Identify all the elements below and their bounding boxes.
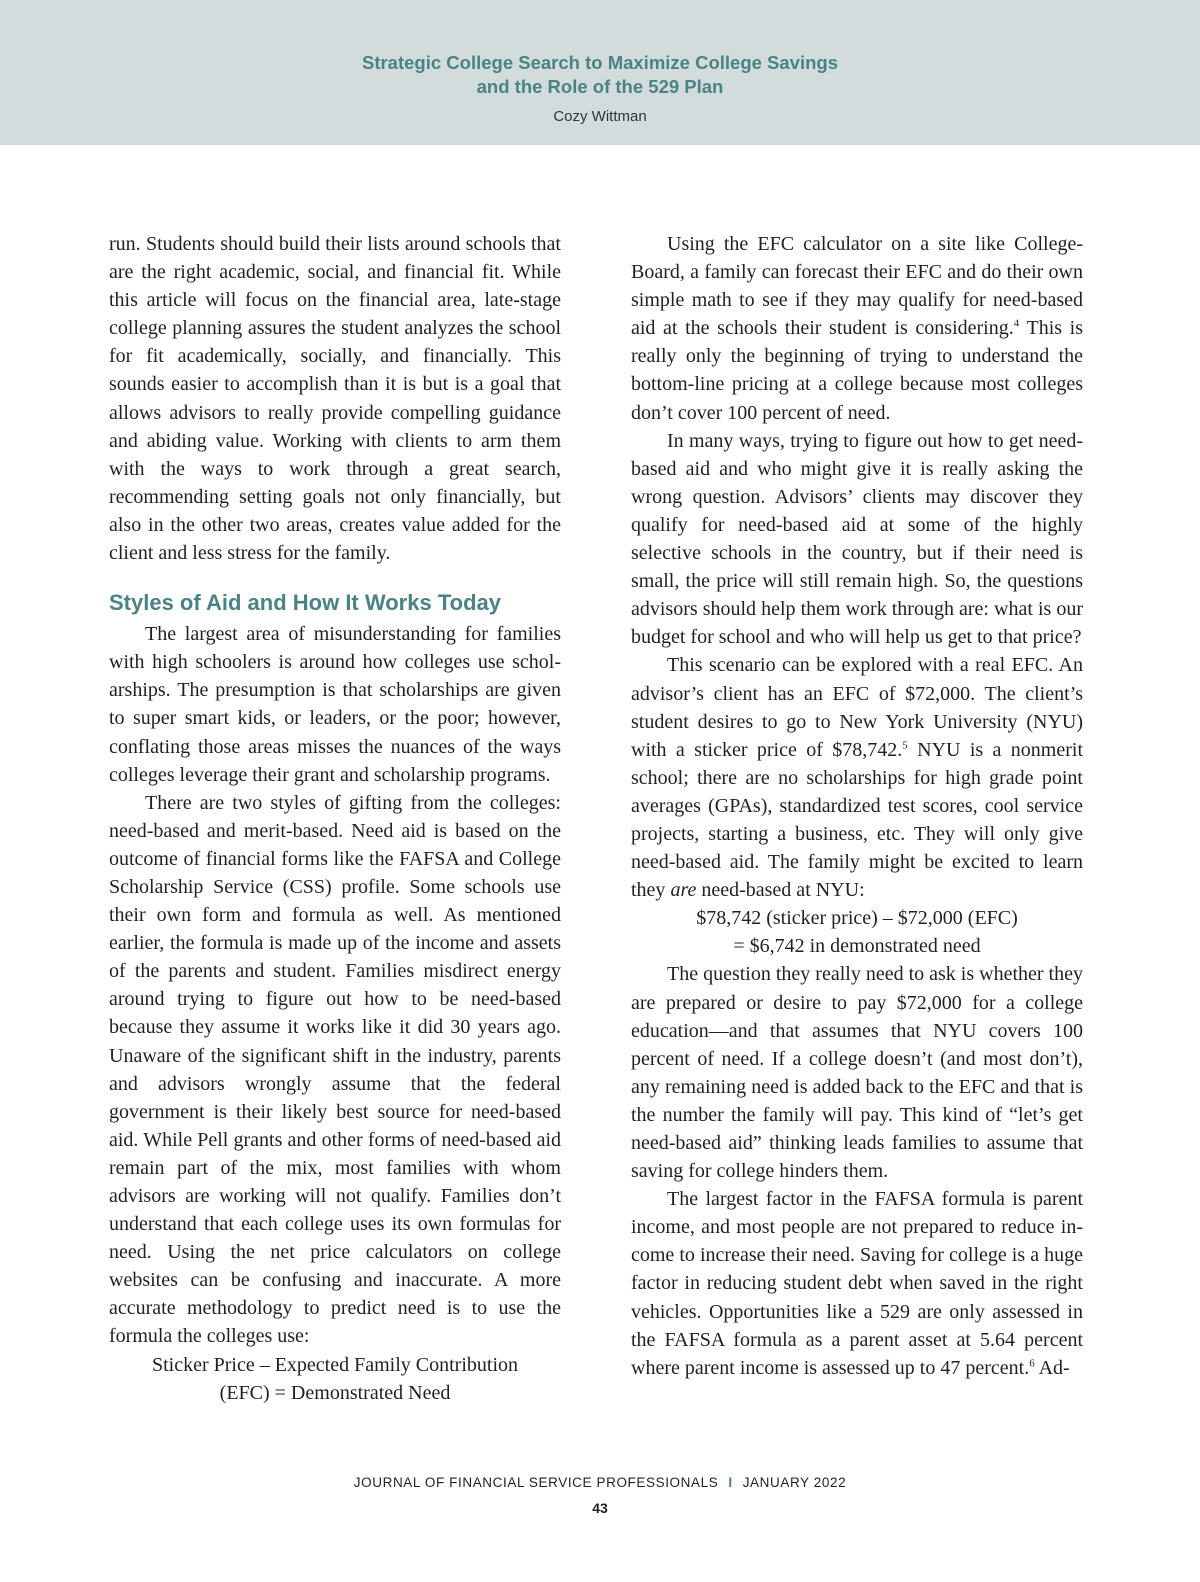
paragraph-continued: run. Students should build their lists around schools that are the right academic, social, and financial fit. While this article will focus on the financial area, late-stage college planning assures the student analyzes the school for fit academically, socially, and financially. This sounds easier to accomplish than it is but is a goal that allows advisors to really provide compelling guidance and abiding value. Working with clients to arm them with the ways to work through a great search, recommending setting goals not only financially, but also in the other two areas, creates value added for the client and less stress for the family. (109, 233, 561, 565)
article-title-line-2: and the Role of the 529 Plan (476, 76, 724, 97)
paragraph-text: Using the EFC calculator on a site like CollegeBoard, a family can forecast their EFC and do their own simple math to see if they may qualify for need-based aid at the schools their student is considering. (631, 233, 1083, 340)
paragraph: The question they really need to ask is whether they are prepared or desire to pay $72,000 for a college education—and that assumes that NYU covers 100 percent of need. If a college doesn’t (and most don’t), any remaining need is added back to the EFC and that is the number the family will pay. This kind of “let’s get need-based aid” thinking leads families to assume that saving for college hinders them. (631, 963, 1083, 1183)
paragraph (631, 230, 1083, 427)
paragraph-text: This is really only the beginning of trying to understand the bottom-line pricing at a college because most colleges don’t cover 100 percent of need. (631, 317, 1083, 424)
paragraph-text: Ad- (1034, 1356, 1070, 1379)
footnote-ref[interactable]: 5 (902, 739, 908, 752)
footer-separator: I (728, 1475, 733, 1490)
issue-date: JANUARY 2022 (742, 1475, 847, 1490)
left-column (109, 230, 561, 1407)
footnote-ref[interactable]: 6 (1029, 1357, 1035, 1370)
paragraph: There are two styles of gifting from the colleges: need-based and merit-based. Need aid is based on the outcome of financial forms like the FAFSA and College Scholarship Service (CSS) profile. Some schools use their own form and formula as well. As mentioned earlier, the formula is made up of the income and assets of the parents and student. Families misdirect energy around trying to figure out how to be need-based because they assume it works like it did 30 years ago. Unaware of the significant shift in the industry, parents and advisors wrongly assume that the federal government is their likely best source for need-based aid. While Pell grants and other forms of need-based aid remain part of the mix, most families with whom advisors are working will not qualify. Families don’t understand that each college uses its own formulas for need. Using the net price calculators on college websites can be confusing and inaccurate. A more accurate methodology to predict need is to use the formula the colleges use: (109, 791, 561, 1348)
paragraph (631, 1185, 1083, 1382)
formula-line-1: $78,742 (sticker price) – $72,000 (EFC) (696, 907, 1018, 930)
formula-line-1: Sticker Price – Expected Family Contribution (151, 1353, 519, 1376)
paragraph (631, 651, 1083, 904)
page-number: 43 (592, 1500, 608, 1516)
section-heading: Styles of Aid and How It Works Today (109, 590, 501, 616)
footnote-ref[interactable]: 4 (1013, 317, 1020, 330)
running-header (0, 0, 1200, 145)
article-title (0, 51, 1200, 99)
paragraph: The largest area of misunderstanding for families with high schoolers is around how colleges use scholarships. The presumption is that scholarships are given to super smart kids, or leaders, or the poor; however, conflating those areas misses the nuances of the ways colleges leverage their grant and scholarship programs. (109, 623, 561, 786)
article-author: Cozy Wittman (553, 108, 647, 125)
running-footer (0, 1475, 1200, 1490)
right-column (631, 230, 1083, 1382)
emphasis-text: are (670, 879, 697, 902)
paragraph-text: The largest factor in the FAFSA formula is parent income, and most people are not prepared to reduce income to increase their need. Saving for college is a huge factor in reducing student debt when saved in the right vehicles. Opportunities like a 529 are only assessed in the FAFSA formula as a parent asset at 5.64 percent where parent income is assessed up to 47 percent. (631, 1188, 1083, 1379)
article-title-line-1: Strategic College Search to Maximize College Savings (361, 52, 838, 73)
formula-line-2: = $6,742 in demonstrated need (733, 935, 981, 958)
paragraph-text: need-based at NYU: (696, 879, 865, 902)
journal-name: JOURNAL OF FINANCIAL SERVICE PROFESSIONALS (353, 1475, 719, 1490)
formula-line-2: (EFC) = Demonstrated Need (219, 1381, 451, 1404)
paragraph: In many ways, trying to figure out how to get need-based aid and who might give it is really asking the wrong question. Advisors’ clients may discover they qualify for need-based aid at some of the highly selective schools in the country, but if their need is small, the price will still remain high. So, the questions advisors should help them work through are: what is our budget for school and who will help us get to that price? (631, 429, 1083, 649)
paragraph-text: NYU is a nonmerit school; there are no scholarships for high grade point averages (GPAs), standardized test scores, cool service projects, starting a business, etc. They will only give need-based aid. The family might be excited to learn they (631, 738, 1083, 902)
paragraph-text: This scenario can be explored with a real EFC. An advisor’s client has an EFC of $72,000. The client’s student desires to go to New York University (NYU) with a sticker price of $78,742. (631, 654, 1083, 761)
